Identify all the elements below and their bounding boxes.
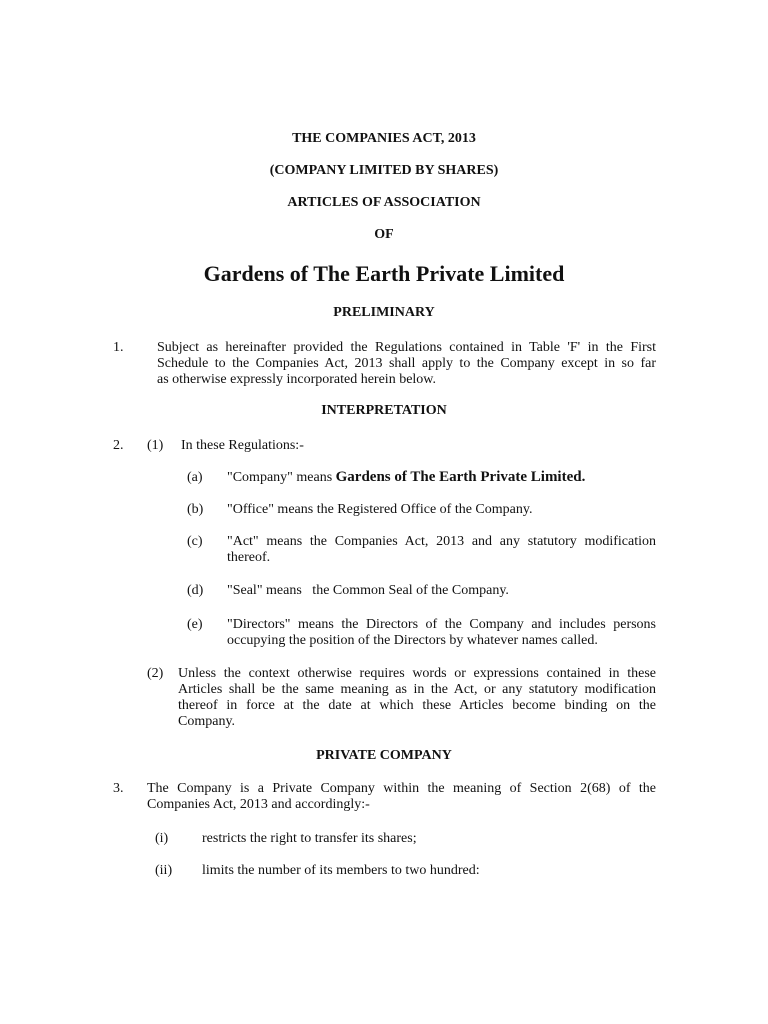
clause-2-2-line: thereof in force at the date at which these Articles become binding on the xyxy=(178,698,656,713)
preliminary-heading: PRELIMINARY xyxy=(333,305,435,320)
clause-2-1-text: In these Regulations:- xyxy=(181,438,304,453)
item-e-line: occupying the position of the Directors by whatever names called. xyxy=(227,633,598,648)
item-e-label: (e) xyxy=(187,617,203,632)
clause-2-2-text xyxy=(178,666,656,730)
item-a-company-name: Gardens of The Earth Private Limited. xyxy=(335,469,586,485)
clause-3-line: Companies Act, 2013 and accordingly:- xyxy=(147,797,370,812)
item-b-text: "Office" means the Registered Office of the Company. xyxy=(227,502,533,517)
clause-1-line: Schedule to the Companies Act, 2013 shall apply to the Company except in so far xyxy=(157,356,656,371)
clause-1-line: as otherwise expressly incorporated herein below. xyxy=(157,372,436,387)
clause-1-text xyxy=(157,340,656,388)
item-ii-text: limits the number of its members to two hundred: xyxy=(202,863,480,878)
act-heading: THE COMPANIES ACT, 2013 xyxy=(292,131,476,146)
clause-2-number: 2. xyxy=(113,438,124,453)
clause-2-1-number: (1) xyxy=(147,438,164,453)
item-a-lead: "Company" means xyxy=(227,470,336,485)
item-e-line: "Directors" means the Directors of the Company and includes persons xyxy=(227,617,656,632)
clause-2-2-number: (2) xyxy=(147,666,164,681)
clause-2-2-line: Company. xyxy=(178,714,236,729)
clause-3-number: 3. xyxy=(113,781,124,796)
item-d-text: "Seal" means the Common Seal of the Company. xyxy=(227,583,509,598)
private-company-heading: PRIVATE COMPANY xyxy=(316,748,452,763)
company-name-title: Gardens of The Earth Private Limited xyxy=(203,261,565,286)
clause-2-2-line: Articles shall be the same meaning as in the Act, or any statutory modification xyxy=(178,682,656,697)
item-c-line: thereof. xyxy=(227,550,271,565)
clause-3-text xyxy=(147,781,656,813)
item-c-label: (c) xyxy=(187,534,203,549)
item-a-label: (a) xyxy=(187,470,203,485)
clause-2-2-line: Unless the context otherwise requires words or expressions contained in these xyxy=(178,666,656,681)
of-heading: OF xyxy=(374,227,394,242)
item-c-line: "Act" means the Companies Act, 2013 and any statutory modification xyxy=(227,534,656,549)
clause-1-line: Subject as hereinafter provided the Regulations contained in Table 'F' in the First xyxy=(157,340,656,355)
company-type-heading: (COMPANY LIMITED BY SHARES) xyxy=(269,163,499,178)
item-a-text xyxy=(227,469,585,486)
item-i-text: restricts the right to transfer its shares; xyxy=(202,831,417,846)
item-d-label: (d) xyxy=(187,583,204,598)
item-ii-label: (ii) xyxy=(155,863,173,878)
item-c-text xyxy=(227,534,656,566)
clause-3-line: The Company is a Private Company within the meaning of Section 2(68) of the xyxy=(147,781,656,796)
item-b-label: (b) xyxy=(187,502,204,517)
articles-heading: ARTICLES OF ASSOCIATION xyxy=(287,195,481,210)
item-i-label: (i) xyxy=(155,831,169,846)
interpretation-heading: INTERPRETATION xyxy=(321,403,447,418)
item-e-text xyxy=(227,617,656,649)
clause-1-number: 1. xyxy=(113,340,124,355)
